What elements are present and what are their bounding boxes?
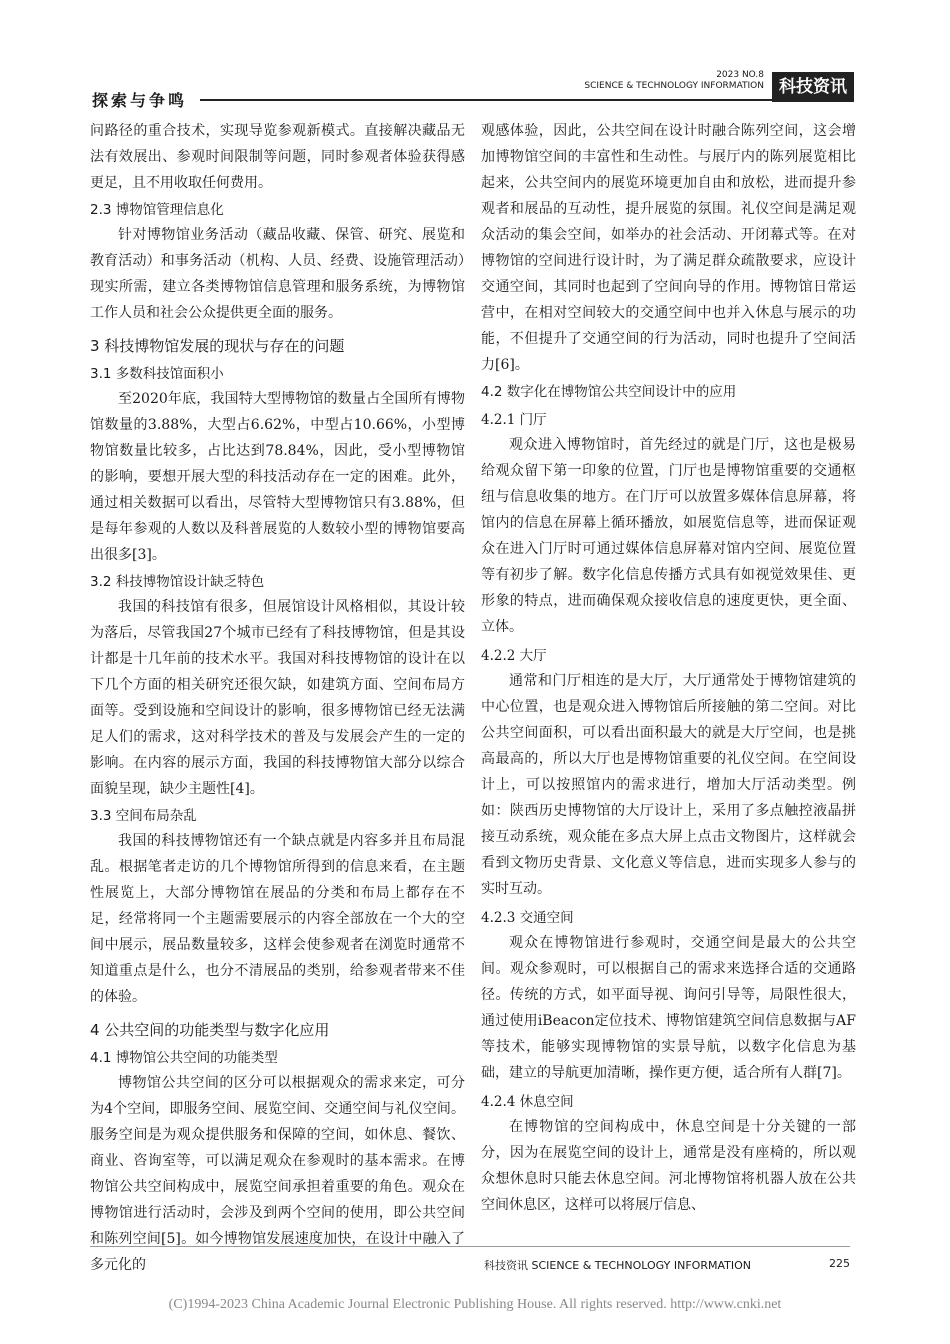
paragraph: 博物馆公共空间的区分可以根据观众的需求来定，可分为4个空间，即服务空间、展览空间、交通空间与礼仪空间。服务空间是为观众提供服务和保障的空间，如休息、餐饮、商业、咨询室等，可以满足观众在参观时的基本需求。在博物馆公共空间构成中，展览空间承担着重要的角色。观众在博物馆进行活动时，会涉及到两个空间的使用，即公共空间和陈列空间[5]。如今博物馆发展速度加快，在设计中融入了多元化的 xyxy=(90,1075,465,1273)
journal-name-en: SCIENCE & TECHNOLOGY INFORMATION xyxy=(584,81,764,91)
footer-divider xyxy=(90,1246,850,1247)
section-title: 探索与争鸣 xyxy=(92,91,188,110)
paragraph: 我国的科技馆有很多，但展馆设计风格相似，其设计较为落后，尽管我国27个城市已经有了科技博物馆，但是其设计都是十几年前的技术水平。我国对科技博物馆的设计在以下几个方面的相关研究还很欠缺，如建筑方面、空间布局方面等。受到设施和空间设计的影响，很多博物馆已经无法满足人们的需求，这对科学技术的普及与发展会产生的一定的影响。在内容的展示方面，我国的科技博物馆大部分以综合面貌呈现，缺少主题性[4]。 xyxy=(90,599,465,797)
year-issue: 2023 NO.8 xyxy=(716,70,764,80)
section-heading: 3.3 空间布局杂乱 xyxy=(90,808,197,824)
subsection-heading: 4.2.2 大厅 xyxy=(481,648,547,664)
paragraph: 观感体验，因此，公共空间在设计时融合陈列空间，这会增加博物馆空间的丰富性和生动性。与展厅内的陈列展览相比起来，公共空间内的展览环境更加自由和放松，进而提升参观者和展品的互动性，提升展览的氛围。礼仪空间是满足观众活动的集会空间，如举办的社会活动、开闭幕式等。在对博物馆的空间进行设计时，为了满足群众疏散要求，应设计交通空间，其同时也起到了空间向导的作用。博物馆日常运营中，在相对空间较大的交通空间中也并入休息与展示的功能，不但提升了交通空间的行为活动，同时也提升了空间活力[6]。 xyxy=(481,123,856,373)
section-heading: 4.1 博物馆公共空间的功能类型 xyxy=(90,1050,278,1066)
footer-journal: 科技资讯 SCIENCE & TECHNOLOGY INFORMATION xyxy=(484,1259,751,1272)
subsection-heading: 4.2.4 休息空间 xyxy=(481,1094,574,1110)
paragraph: 通常和门厅相连的是大厅，大厅通常处于博物馆建筑的中心位置，也是观众进入博物馆后所接触的第二空间。对比公共空间面积，可以看出面积最大的就是大厅空间，也是挑高最高的，所以大厅也是博物馆重要的礼仪空间。在空间设计上，可以按照馆内的需求进行，增加大厅活动类型。例如：陕西历史博物馆的大厅设计上，采用了多点触控液晶拼接互动系统，观众能在多点大屏上点击文物图片，这样就会看到文物历史背景、文化意义等信息，进而实现多人参与的实时互动。 xyxy=(481,673,856,897)
right-column xyxy=(481,118,856,1218)
section-heading: 3.2 科技博物馆设计缺乏特色 xyxy=(90,574,265,590)
section-heading: 3.1 多数科技馆面积小 xyxy=(90,366,224,382)
page-number: 225 xyxy=(829,1257,850,1270)
paragraph: 观众进入博物馆时，首先经过的就是门厅，这也是极易给观众留下第一印象的位置，门厅也是博物馆重要的交通枢纽与信息收集的地方。在门厅可以放置多媒体信息屏幕，将馆内的信息在屏幕上循环播放，如展览信息等，进而保证观众在进入门厅时可通过媒体信息屏幕对馆内空间、展览位置等有初步了解。数字化信息传播方式具有如视觉效果佳、更形象的特点，进而确保观众接收信息的速度更快，更全面、立体。 xyxy=(481,437,856,635)
paragraph: 观众在博物馆进行参观时，交通空间是最大的公共空间。观众参观时，可以根据自己的需求来选择合适的交通路径。传统的方式，如平面导视、询问引导等，局限性很大，通过使用iBeacon定位技术、博物馆建筑空间信息数据与AF等技术，能够实现博物馆的实景导航，以数字化信息为基础，建立的导航更加清晰，操作更方便，适合所有人群[7]。 xyxy=(481,935,856,1081)
section-heading: 3 科技博物馆发展的现状与存在的问题 xyxy=(90,337,345,355)
journal-logo: 科技资讯 xyxy=(772,72,854,102)
subsection-heading: 4.2.1 门厅 xyxy=(481,412,547,428)
paragraph: 我国的科技博物馆还有一个缺点就是内容多并且布局混乱。根据笔者走访的几个博物馆所得到的信息来看，在主题性展览上，大部分博物馆在展品的分类和布局上都存在不足，经常将同一个主题需要展示的内容全部放在一个大的空间中展示，展品数量较多，这样会使参观者在浏览时通常不知道重点是什么，也分不清展品的类别，给参观者带来不佳的体验。 xyxy=(90,833,465,1005)
paragraph: 问路径的重合技术，实现导览参观新模式。直接解决藏品无法有效展出、参观时间限制等问题，同时参观者体验获得感更足，且不用收取任何费用。 xyxy=(90,123,465,191)
section-heading: 2.3 博物馆管理信息化 xyxy=(90,202,224,218)
section-heading: 4.2 数字化在博物馆公共空间设计中的应用 xyxy=(481,384,737,400)
journal-meta xyxy=(584,70,764,92)
header-divider xyxy=(200,99,850,101)
paragraph: 针对博物馆业务活动（藏品收藏、保管、研究、展览和教育活动）和事务活动（机构、人员、经费、设施管理活动）现实所需，建立各类博物馆信息管理和服务系统，为博物馆工作人员和社会公众提供更全面的服务。 xyxy=(90,227,465,321)
section-heading: 4 公共空间的功能类型与数字化应用 xyxy=(90,1021,330,1039)
paragraph: 在博物馆的空间构成中，休息空间是十分关键的一部分，因为在展览空间的设计上，通常是没有座椅的，所以观众想休息时只能去休息空间。河北博物馆将机器人放在公共空间休息区，这样可以将展厅信息、 xyxy=(481,1119,856,1213)
copyright-notice: (C)1994-2023 China Academic Journal Electronic Publishing House. All rights reserved. http://www.cnki.net xyxy=(168,1297,782,1312)
left-column xyxy=(90,118,465,1278)
paragraph: 至2020年底，我国特大型博物馆的数量占全国所有博物馆数量的3.88%，大型占6.62%，中型占10.66%，小型博物馆数量比较多，占比达到78.84%，因此，受小型博物馆的影响，要想开展大型的科技活动存在一定的困难。此外，通过相关数据可以看出，尽管特大型博物馆只有3.88%，但是每年参观的人数以及科普展览的人数较小型的博物馆要高出很多[3]。 xyxy=(90,391,465,563)
subsection-heading: 4.2.3 交通空间 xyxy=(481,910,574,926)
